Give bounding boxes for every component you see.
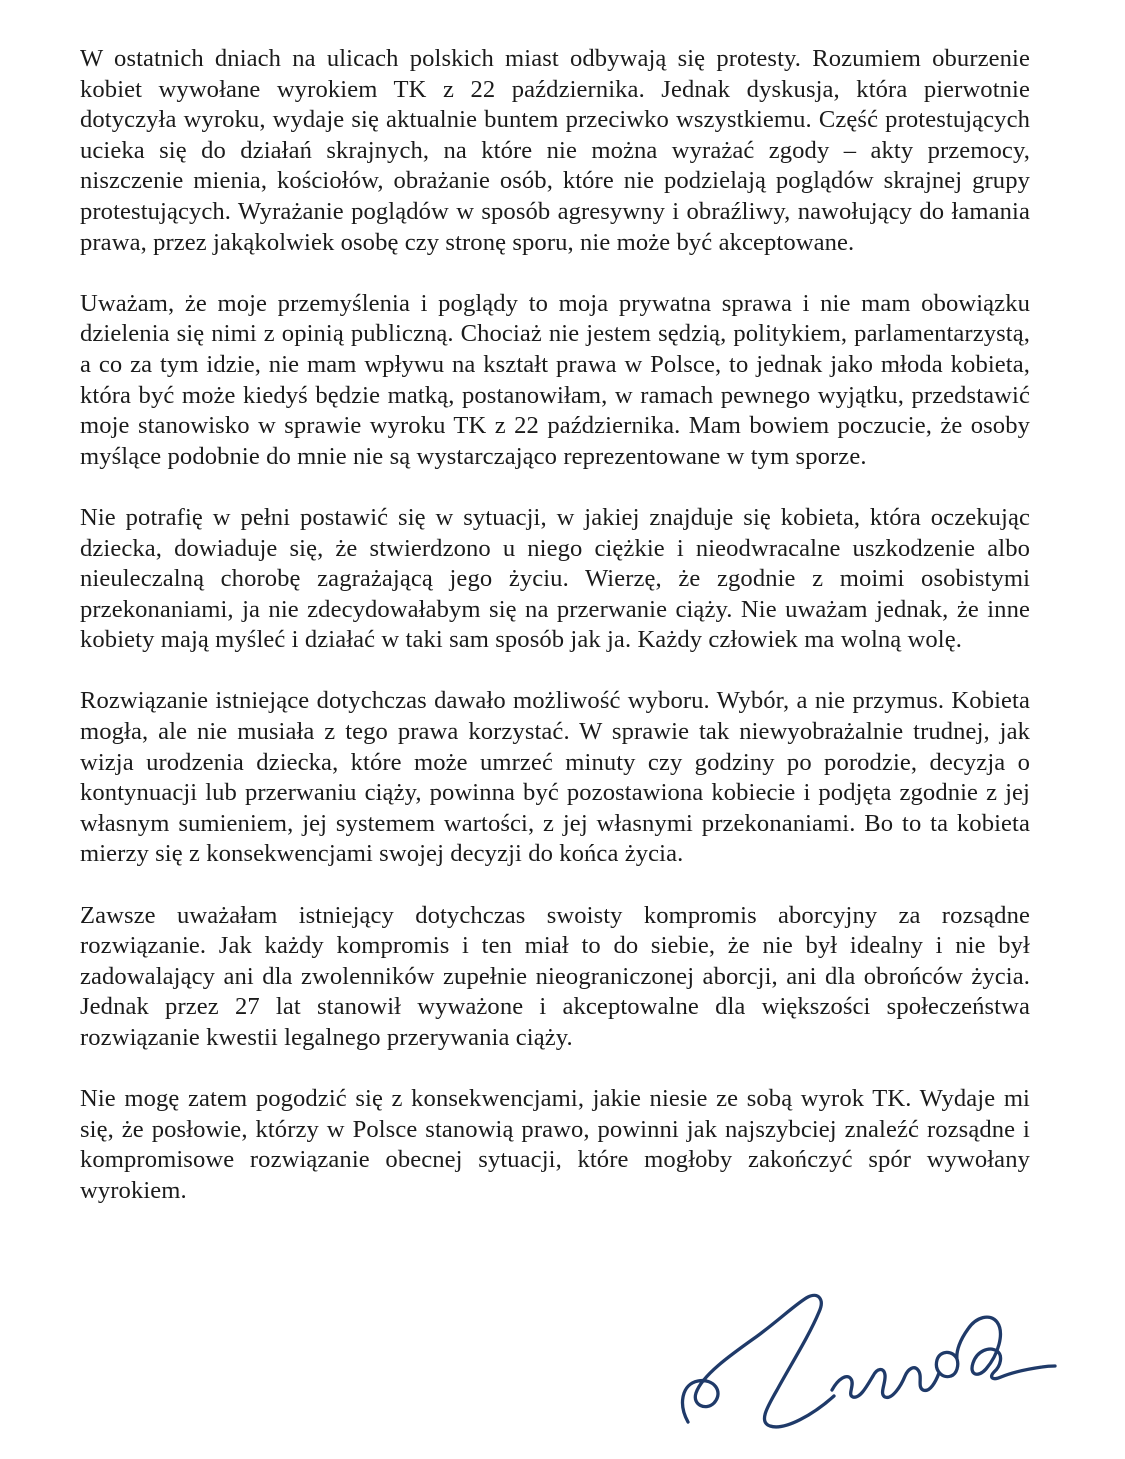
paragraph: Uważam, że moje przemyślenia i poglądy to moja prywatna sprawa i nie mam obowiązku dzielenia się nimi z opinią publiczną. Chociaż nie jestem sędzią, politykiem, parlamentarzystą, a co za tym idzie, nie mam wpływu na kształt prawa w Polsce, to jednak jako młoda kobieta, która być może kiedyś będzie matką, postanowiłam, w ramach pewnego wyjątku, przedstawić moje stanowisko w sprawie wyroku TK z 22 października. Mam bowiem poczucie, że osoby myślące podobnie do mnie nie są wystarczająco reprezentowane w tym sporze. — [80, 289, 1030, 470]
paragraph: Rozwiązanie istniejące dotychczas dawało możliwość wyboru. Wybór, a nie przymus. Kobieta mogła, ale nie musiała z tego prawa korzystać. W sprawie tak niewyobrażalnie trudnej, jak wizja urodzenia dziecka, które może umrzeć minuty czy godziny po porodzie, decyzja o kontynuacji lub przerwaniu ciąży, powinna być pozostawiona kobiecie i podjęta zgodnie z jej własnym sumieniem, jej systemem wartości, z jej własnymi przekonaniami. Bo to ta kobieta mierzy się z konsekwencjami swojej decyzji do końca życia. — [80, 687, 1030, 868]
signature — [676, 1292, 1066, 1450]
signature-ink-icon — [676, 1292, 1066, 1450]
paragraph: Nie mogę zatem pogodzić się z konsekwencjami, jakie niesie ze sobą wyrok TK. Wydaje mi się, że posłowie, którzy w Polsce stanowią prawo, powinni jak najszybciej znaleźć rozsądne i kompromisowe rozwiązanie obecnej sytuacji, które mogłoby zakończyć spór wywołany wyrokiem. — [80, 1085, 1030, 1204]
signature-strokes — [683, 1295, 1055, 1427]
document-body — [80, 44, 1030, 1207]
paragraph: Nie potrafię w pełni postawić się w sytuacji, w jakiej znajduje się kobieta, która oczekując dziecka, dowiaduje się, że stwierdzono u niego ciężkie i nieodwracalne uszkodzenie albo nieuleczalną chorobę zagrażającą jego życiu. Wierzę, że zgodnie z moimi osobistymi przekonaniami, ja nie zdecydowałabym się na przerwanie ciąży. Nie uważam jednak, że inne kobiety mają myśleć i działać w taki sam sposób jak ja. Każdy człowiek ma wolną wolę. — [80, 503, 1030, 654]
paragraph: W ostatnich dniach na ulicach polskich miast odbywają się protesty. Rozumiem oburzenie kobiet wywołane wyrokiem TK z 22 października. Jednak dyskusja, która pierwotnie dotyczyła wyroku, wydaje się aktualnie buntem przeciwko wszystkiemu. Część protestujących ucieka się do działań skrajnych, na które nie można wyrażać zgody – akty przemocy, niszczenie mienia, kościołów, obrażanie osób, które nie podzielają poglądów skrajnej grupy protestujących. Wyrażanie poglądów w sposób agresywny i obraźliwy, nawołujący do łamania prawa, przez jakąkolwiek osobę czy stronę sporu, nie może być akceptowane. — [80, 45, 1030, 256]
paragraph: Zawsze uważałam istniejący dotychczas swoisty kompromis aborcyjny za rozsądne rozwiązanie. Jak każdy kompromis i ten miał to do siebie, że nie był idealny i nie był zadowalający ani dla zwolenników zupełnie nieograniczonej aborcji, ani dla obrońców życia. Jednak przez 27 lat stanowił wyważone i akceptowalne dla większości społeczeństwa rozwiązanie kwestii legalnego przerywania ciąży. — [80, 901, 1030, 1051]
